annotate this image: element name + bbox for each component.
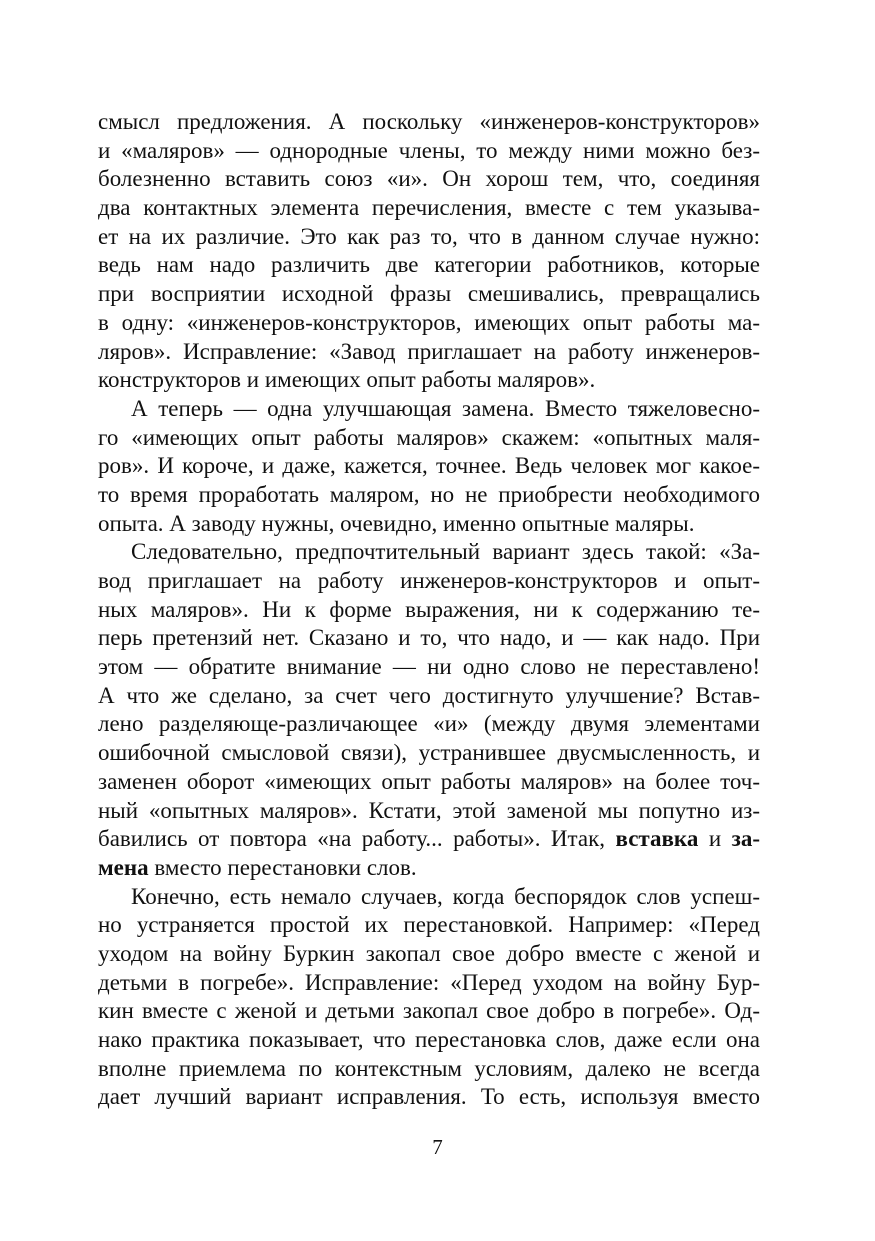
text-line: ошибочной смысловой связи), устранившее двусмысленность, и — [98, 740, 760, 766]
text-line: опыта. А заводу нужны, очевидно, именно опытные маляры. — [98, 510, 695, 536]
text-line: болезненно вставить союз «и». Он хорош тем, что, соединяя — [98, 166, 760, 192]
paragraph-4 — [98, 883, 760, 1113]
text-line: заменен оборот «имеющих опыт работы маляров» на более точ- — [98, 768, 760, 794]
text-line: А теперь — одна улучшающая замена. Вместо тяжеловесно- — [131, 395, 760, 421]
bold-term-replacement-part2: мена — [98, 854, 149, 880]
text-span: бавились от повтора «на работу... работы». Итак, — [98, 826, 606, 852]
text-line: детьми в погребе». Исправление: «Перед уходом на войну Бур- — [98, 969, 760, 995]
page-number: 7 — [432, 1135, 443, 1159]
text-line: лено разделяюще-различающее «и» (между двумя элементами — [98, 711, 760, 737]
text-line: конструкторов и имеющих опыт работы маляров». — [98, 367, 596, 393]
text-line: уходом на войну Буркин закопал свое добро вместе с женой и — [98, 940, 760, 966]
text-line: нако практика показывает, что перестановка слов, даже если она — [98, 1027, 760, 1052]
text-line: при восприятии исходной фразы смешивались, превращались — [98, 281, 760, 307]
text-line: то время проработать маляром, но не приобрести необходимого — [98, 481, 760, 507]
text-line: и «маляров» — однородные члены, то между ними можно без- — [98, 137, 760, 163]
text-span: вместо перестановки слов. — [154, 854, 417, 880]
text-line: го «имеющих опыт работы маляров» скажем: «опытных маля- — [98, 424, 760, 450]
text-line: Конечно, есть немало случаев, когда беспорядок слов успеш- — [131, 883, 760, 909]
text-span: и — [708, 826, 722, 852]
text-line: ведь нам надо различить две категории работников, которые — [98, 252, 760, 278]
text-line — [98, 825, 760, 854]
text-line: дает лучший вариант исправления. То есть, используя вместо — [98, 1084, 760, 1110]
text-line: вод приглашает на работу инженеров-конструкторов и опыт- — [98, 568, 760, 593]
text-line: ров». И короче, и даже, кажется, точнее. Ведь человек мог какое- — [98, 453, 760, 479]
text-line: ляров». Исправление: «Завод приглашает на работу инженеров- — [98, 338, 760, 364]
bold-term-replacement-part1: за- — [731, 826, 760, 852]
text-line: ный «опытных маляров». Кстати, этой заменой мы попутно из- — [98, 797, 760, 823]
paragraph-2 — [98, 395, 760, 538]
body-text — [98, 108, 760, 1112]
text-line: перь претензий нет. Сказано и то, что надо, и — как надо. При — [98, 625, 760, 651]
text-line: Следовательно, предпочтительный вариант здесь такой: «За- — [131, 539, 760, 565]
text-line: кин вместе с женой и детьми закопал свое добро в погребе». Од- — [98, 998, 760, 1024]
text-line: вполне приемлема по контекстным условиям, далеко не всегда — [98, 1055, 760, 1081]
text-line: но устраняется простой их перестановкой. Например: «Перед — [98, 912, 760, 938]
text-line: этом — обратите внимание — ни одно слово не переставлено! — [98, 654, 760, 680]
paragraph-1 — [98, 108, 760, 395]
text-line: ных маляров». Ни к форме выражения, ни к содержанию те- — [98, 596, 760, 622]
text-line: смысл предложения. А поскольку «инженеров-конструкторов» — [98, 109, 760, 134]
bold-term-insertion: вставка — [615, 826, 699, 852]
text-line: А что же сделано, за счет чего достигнуто улучшение? Встав- — [98, 682, 760, 708]
text-line: в одну: «инженеров-конструкторов, имеющих опыт работы ма- — [98, 309, 760, 335]
text-line: два контактных элемента перечисления, вместе с тем указыва- — [98, 195, 760, 221]
text-line — [98, 854, 760, 883]
paragraph-3 — [98, 538, 760, 882]
text-line: ет на их различие. Это как раз то, что в данном случае нужно: — [98, 223, 760, 249]
